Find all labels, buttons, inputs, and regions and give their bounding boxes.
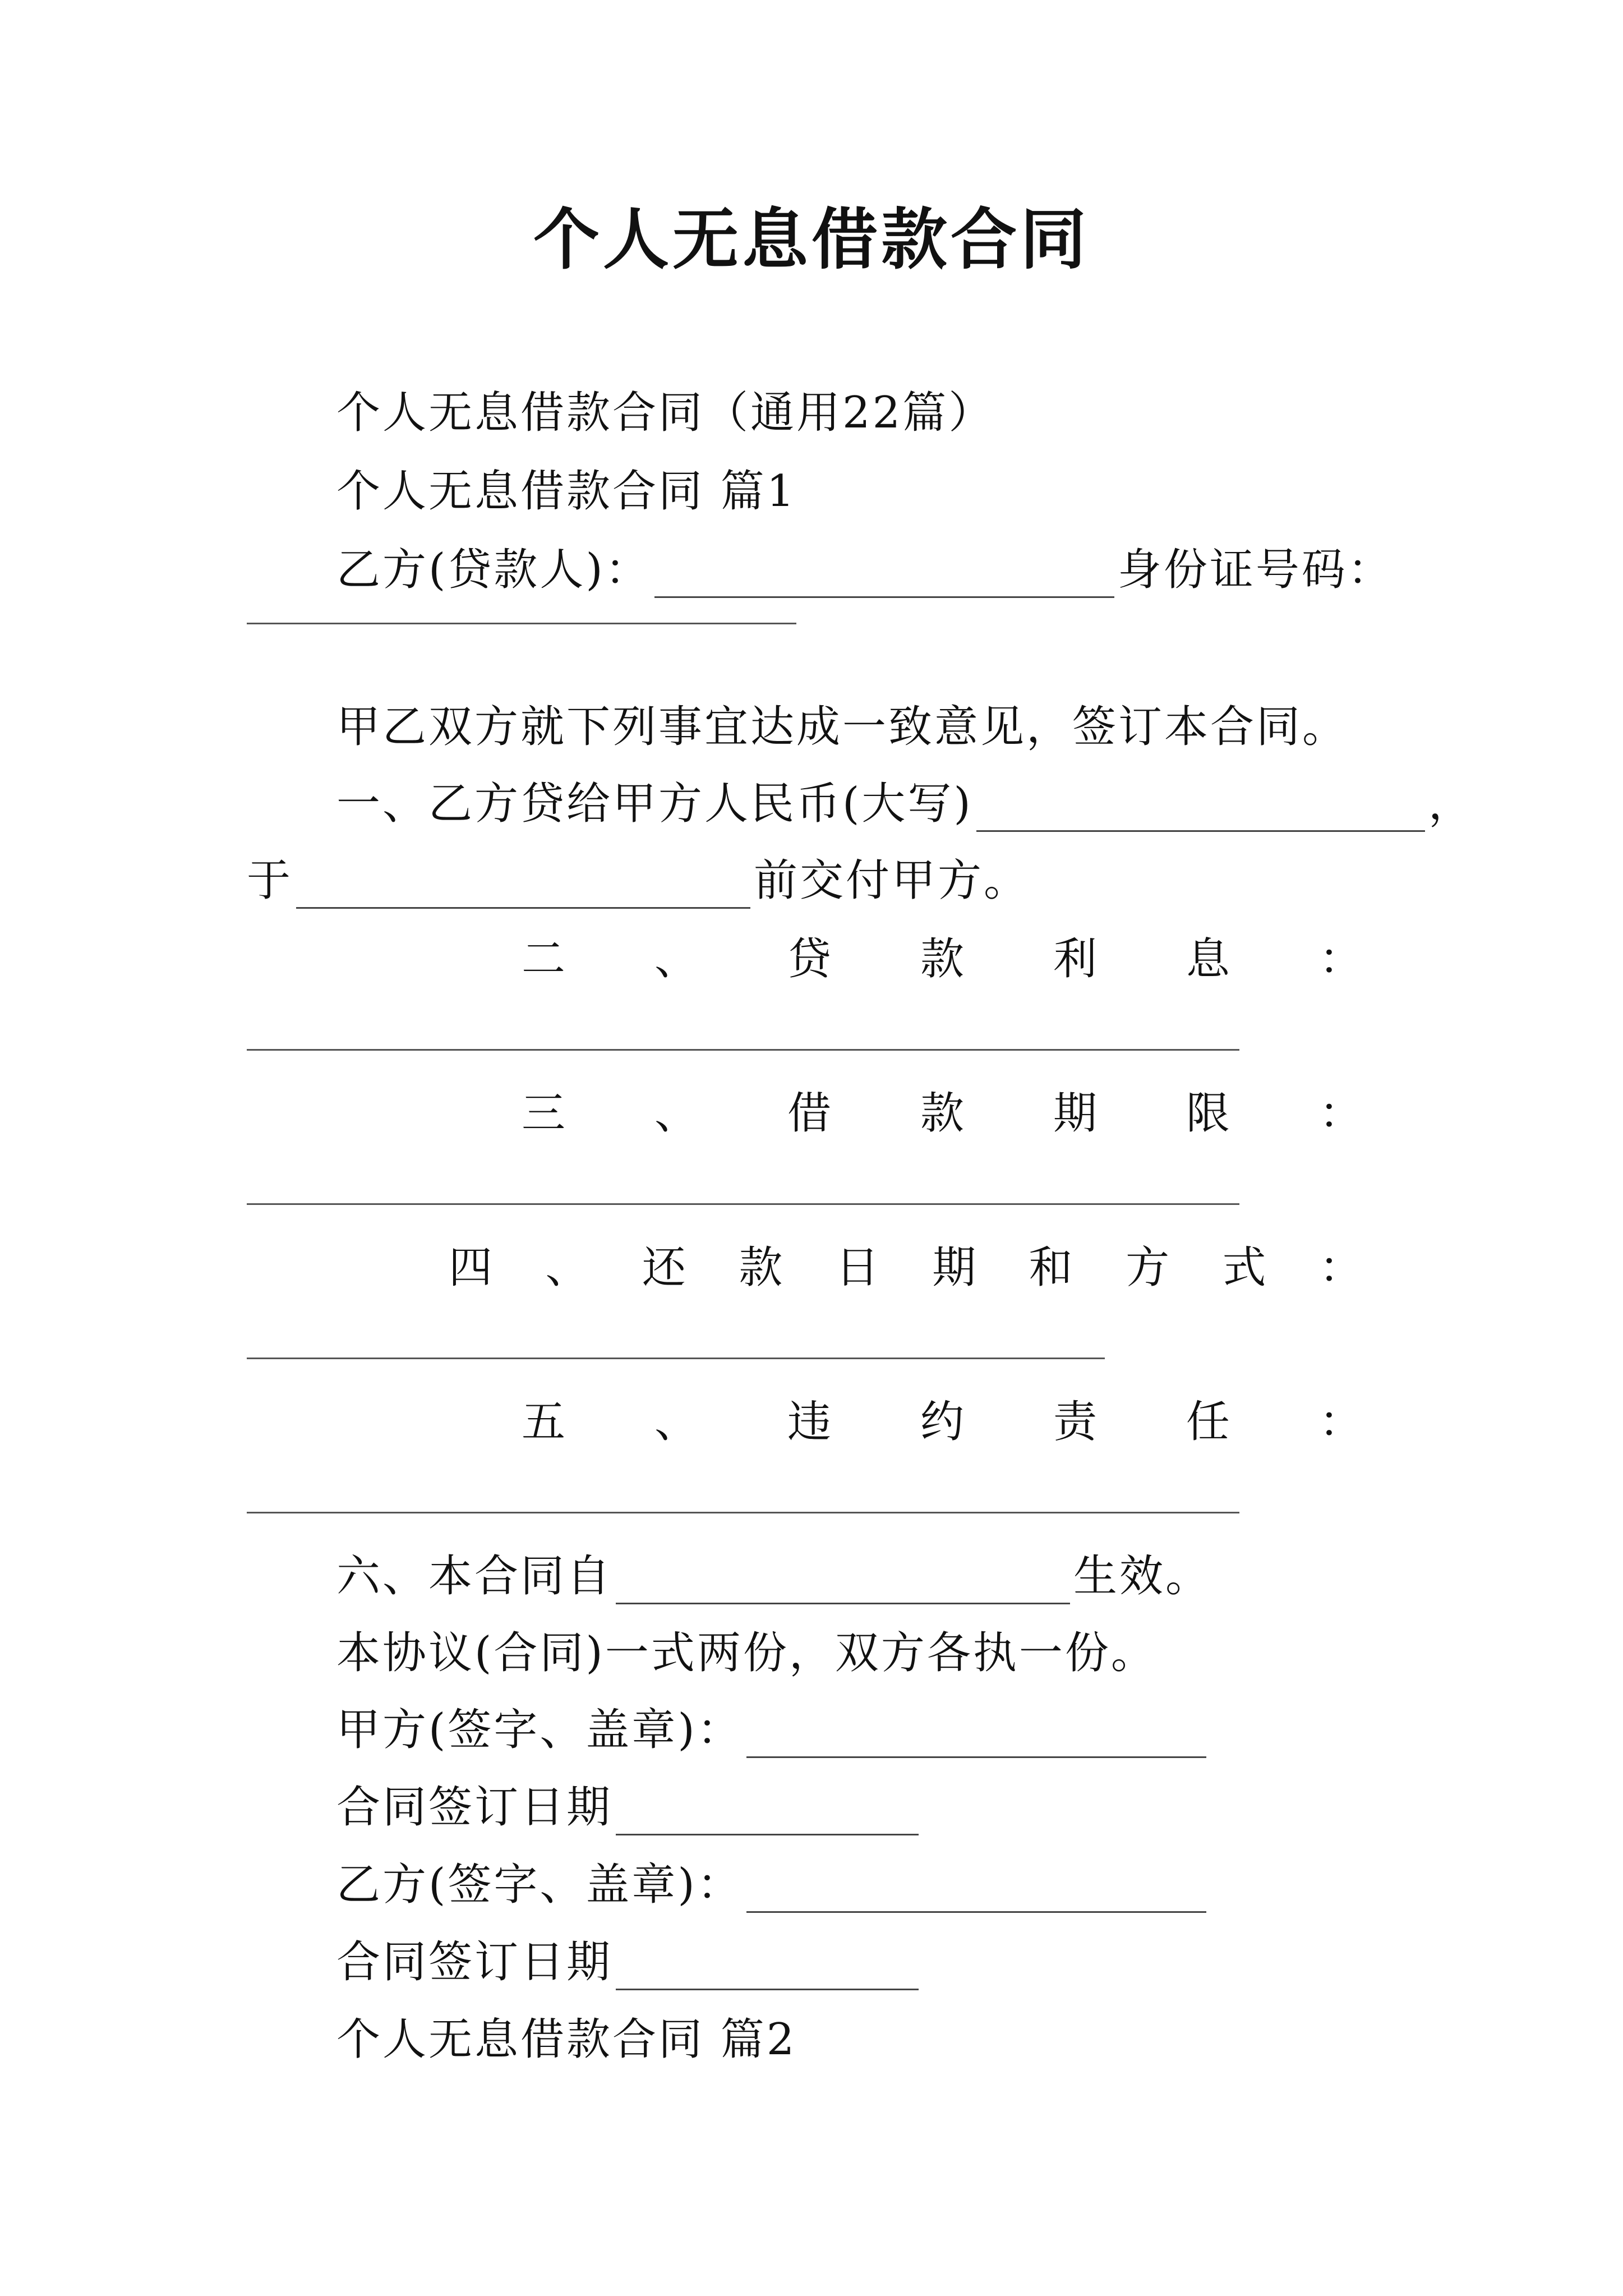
- party-a-signature-line: [336, 1702, 1210, 1758]
- sign-date-b-blank[interactable]: [616, 1944, 919, 1990]
- sign-date-b-label: 合同签订日期: [336, 1937, 613, 1987]
- clause-1-comma: ，: [1428, 779, 1474, 829]
- interest-blank[interactable]: [247, 1049, 1239, 1051]
- lender-line: [336, 542, 1394, 598]
- party-b-sign-label: 乙方(签字、盖章)：: [336, 1860, 743, 1910]
- clause-1-line-2-suffix: 前交付甲方。: [754, 855, 1030, 906]
- sign-date-a-blank[interactable]: [616, 1789, 919, 1835]
- clause-3-heading: 三 、 借 款 期 限 ：: [522, 1088, 1363, 1139]
- party-b-date-line: [336, 1934, 922, 1990]
- loan-term-blank[interactable]: [247, 1203, 1239, 1205]
- clause-1-prefix: 一、乙方贷给甲方人民币(大写): [336, 779, 973, 829]
- intro-paragraph: 甲乙双方就下列事宜达成一致意见，签订本合同。: [336, 702, 1349, 752]
- delivery-date-blank[interactable]: [296, 862, 750, 909]
- id-number-label: 身份证号码：: [1117, 545, 1394, 595]
- clause-1-line-1: [336, 776, 1474, 832]
- clause-6-suffix: 生效。: [1073, 1551, 1212, 1602]
- repayment-blank[interactable]: [247, 1358, 1105, 1359]
- copies-statement: 本协议(合同)一式两份，双方各执一份。: [336, 1628, 1157, 1678]
- id-number-blank[interactable]: [247, 623, 796, 624]
- clause-1-line-2: [247, 853, 1030, 909]
- clause-6-prefix: 六、本合同自: [336, 1551, 613, 1602]
- party-b-signature-blank[interactable]: [746, 1866, 1206, 1913]
- effective-date-blank[interactable]: [616, 1558, 1070, 1604]
- section-heading-1: 个人无息借款合同 篇1: [336, 466, 797, 517]
- section-heading-2: 个人无息借款合同 篇2: [336, 2014, 797, 2065]
- party-a-signature-blank[interactable]: [746, 1711, 1206, 1758]
- clause-5-heading: 五 、 违 约 责 任 ：: [522, 1397, 1363, 1447]
- loan-amount-blank[interactable]: [976, 785, 1425, 832]
- clause-2-heading: 二 、 贷 款 利 息 ：: [522, 934, 1363, 984]
- party-a-sign-label: 甲方(签字、盖章)：: [336, 1705, 743, 1755]
- clause-4-heading: 四 、 还 款 日 期 和 方 式 ：: [449, 1243, 1363, 1293]
- page-title: 个人无息借款合同: [533, 200, 1090, 278]
- sign-date-a-label: 合同签订日期: [336, 1782, 613, 1833]
- clause-6: [336, 1548, 1211, 1604]
- document-subtitle: 个人无息借款合同（通用22篇）: [336, 388, 995, 438]
- party-b-signature-line: [336, 1857, 1210, 1913]
- breach-liability-blank[interactable]: [247, 1512, 1239, 1513]
- clause-1-line-2-prefix: 于: [247, 855, 293, 906]
- lender-label: 乙方(贷款人)：: [336, 545, 651, 595]
- party-a-date-line: [336, 1779, 922, 1835]
- lender-name-blank[interactable]: [654, 551, 1114, 598]
